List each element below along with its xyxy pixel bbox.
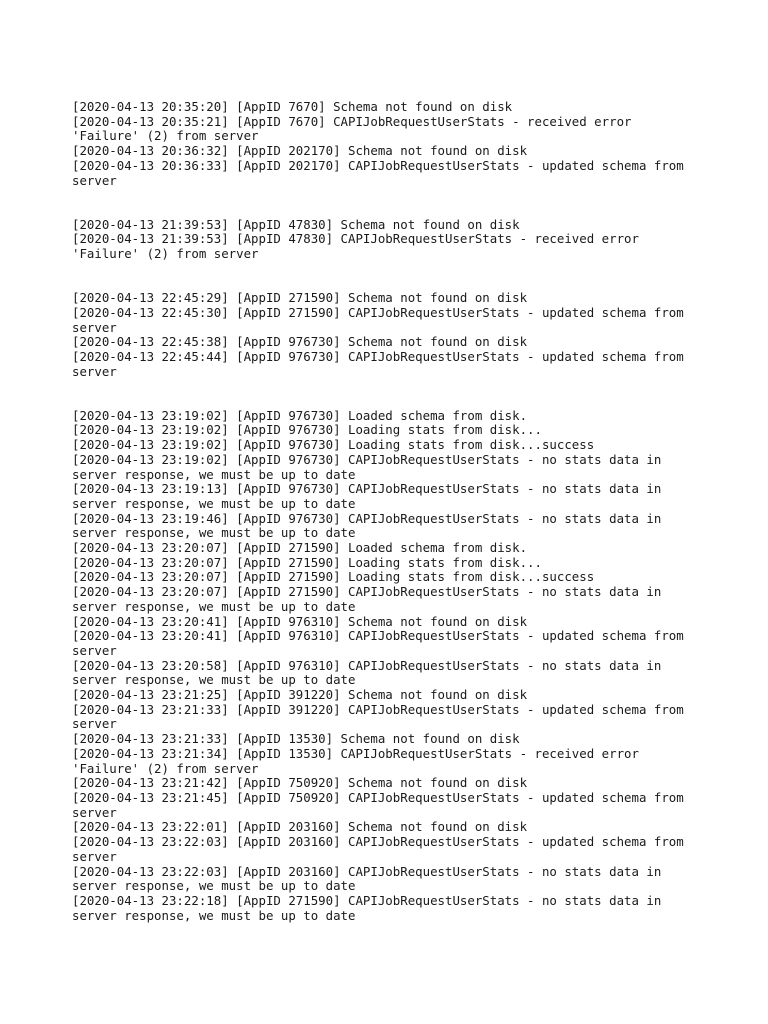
log-line: [2020-04-13 23:19:13] [AppID 976730] CAPIJobRequestUserStats - no stats data in server response, we must be up to date [72,481,662,511]
log-line: [2020-04-13 23:20:41] [AppID 976310] Schema not found on disk [72,613,528,629]
log-line: [2020-04-13 20:35:20] [AppID 7670] Schema not found on disk [72,99,513,114]
log-block [72,409,712,924]
log-line: [2020-04-13 20:36:33] [AppID 202170] CAPIJobRequestUserStats - updated schema from server [72,157,684,188]
log-line: [2020-04-13 23:20:07] [AppID 271590] CAPIJobRequestUserStats - no stats data in server response, we must be up to date [72,584,662,614]
log-line: [2020-04-13 23:21:33] [AppID 13530] Schema not found on disk [72,731,520,747]
log-document [72,100,712,923]
log-line: [2020-04-13 23:19:46] [AppID 976730] CAPIJobRequestUserStats - no stats data in server response, we must be up to date [72,510,662,541]
log-line: [2020-04-13 23:21:45] [AppID 750920] CAPIJobRequestUserStats - updated schema from server [72,790,684,820]
log-line: [2020-04-13 23:22:18] [AppID 271590] CAPIJobRequestUserStats - no stats data in server response, we must be up to date [72,892,662,923]
log-line: [2020-04-13 21:39:53] [AppID 47830] CAPIJobRequestUserStats - received error 'Failure' (2) from server [72,231,639,262]
log-line: [2020-04-13 23:21:33] [AppID 391220] CAPIJobRequestUserStats - updated schema from server [72,701,684,732]
log-block [72,100,712,188]
log-line: [2020-04-13 23:22:01] [AppID 203160] Schema not found on disk [72,819,528,835]
log-line: [2020-04-13 23:20:41] [AppID 976310] CAPIJobRequestUserStats - updated schema from server [72,628,684,658]
log-block [72,291,712,379]
log-line: [2020-04-13 20:36:32] [AppID 202170] Schema not found on disk [72,143,528,159]
log-line: [2020-04-13 21:39:53] [AppID 47830] Schema not found on disk [72,216,520,232]
log-line: [2020-04-13 23:21:25] [AppID 391220] Schema not found on disk [72,687,528,703]
log-line: [2020-04-13 23:20:07] [AppID 271590] Loading stats from disk... [72,554,542,570]
log-block [72,218,712,262]
log-line: [2020-04-13 23:21:34] [AppID 13530] CAPIJobRequestUserStats - received error 'Failure' (2) from server [72,745,639,776]
log-line: [2020-04-13 22:45:30] [AppID 271590] CAPIJobRequestUserStats - updated schema from server [72,304,684,335]
log-line: [2020-04-13 23:21:42] [AppID 750920] Schema not found on disk [72,775,528,791]
log-line: [2020-04-13 22:45:29] [AppID 271590] Schema not found on disk [72,290,528,306]
log-line: [2020-04-13 23:20:07] [AppID 271590] Loaded schema from disk. [72,540,528,556]
log-line: [2020-04-13 23:20:58] [AppID 976310] CAPIJobRequestUserStats - no stats data in server response, we must be up to date [72,657,662,688]
log-line: [2020-04-13 23:20:07] [AppID 271590] Loading stats from disk...success [72,569,595,585]
log-line: [2020-04-13 23:22:03] [AppID 203160] CAPIJobRequestUserStats - updated schema from server [72,834,684,864]
log-line: [2020-04-13 20:35:21] [AppID 7670] CAPIJobRequestUserStats - received error 'Failure' (2) from server [72,113,632,144]
log-line: [2020-04-13 23:19:02] [AppID 976730] Loading stats from disk...success [72,437,595,453]
log-line: [2020-04-13 23:22:03] [AppID 203160] CAPIJobRequestUserStats - no stats data in server response, we must be up to date [72,863,662,894]
log-line: [2020-04-13 23:19:02] [AppID 976730] Loading stats from disk... [72,422,542,438]
log-line: [2020-04-13 23:19:02] [AppID 976730] Loaded schema from disk. [72,407,528,423]
log-line: [2020-04-13 22:45:44] [AppID 976730] CAPIJobRequestUserStats - updated schema from server [72,348,684,379]
log-line: [2020-04-13 23:19:02] [AppID 976730] CAPIJobRequestUserStats - no stats data in server response, we must be up to date [72,451,662,482]
log-line: [2020-04-13 22:45:38] [AppID 976730] Schema not found on disk [72,334,528,350]
